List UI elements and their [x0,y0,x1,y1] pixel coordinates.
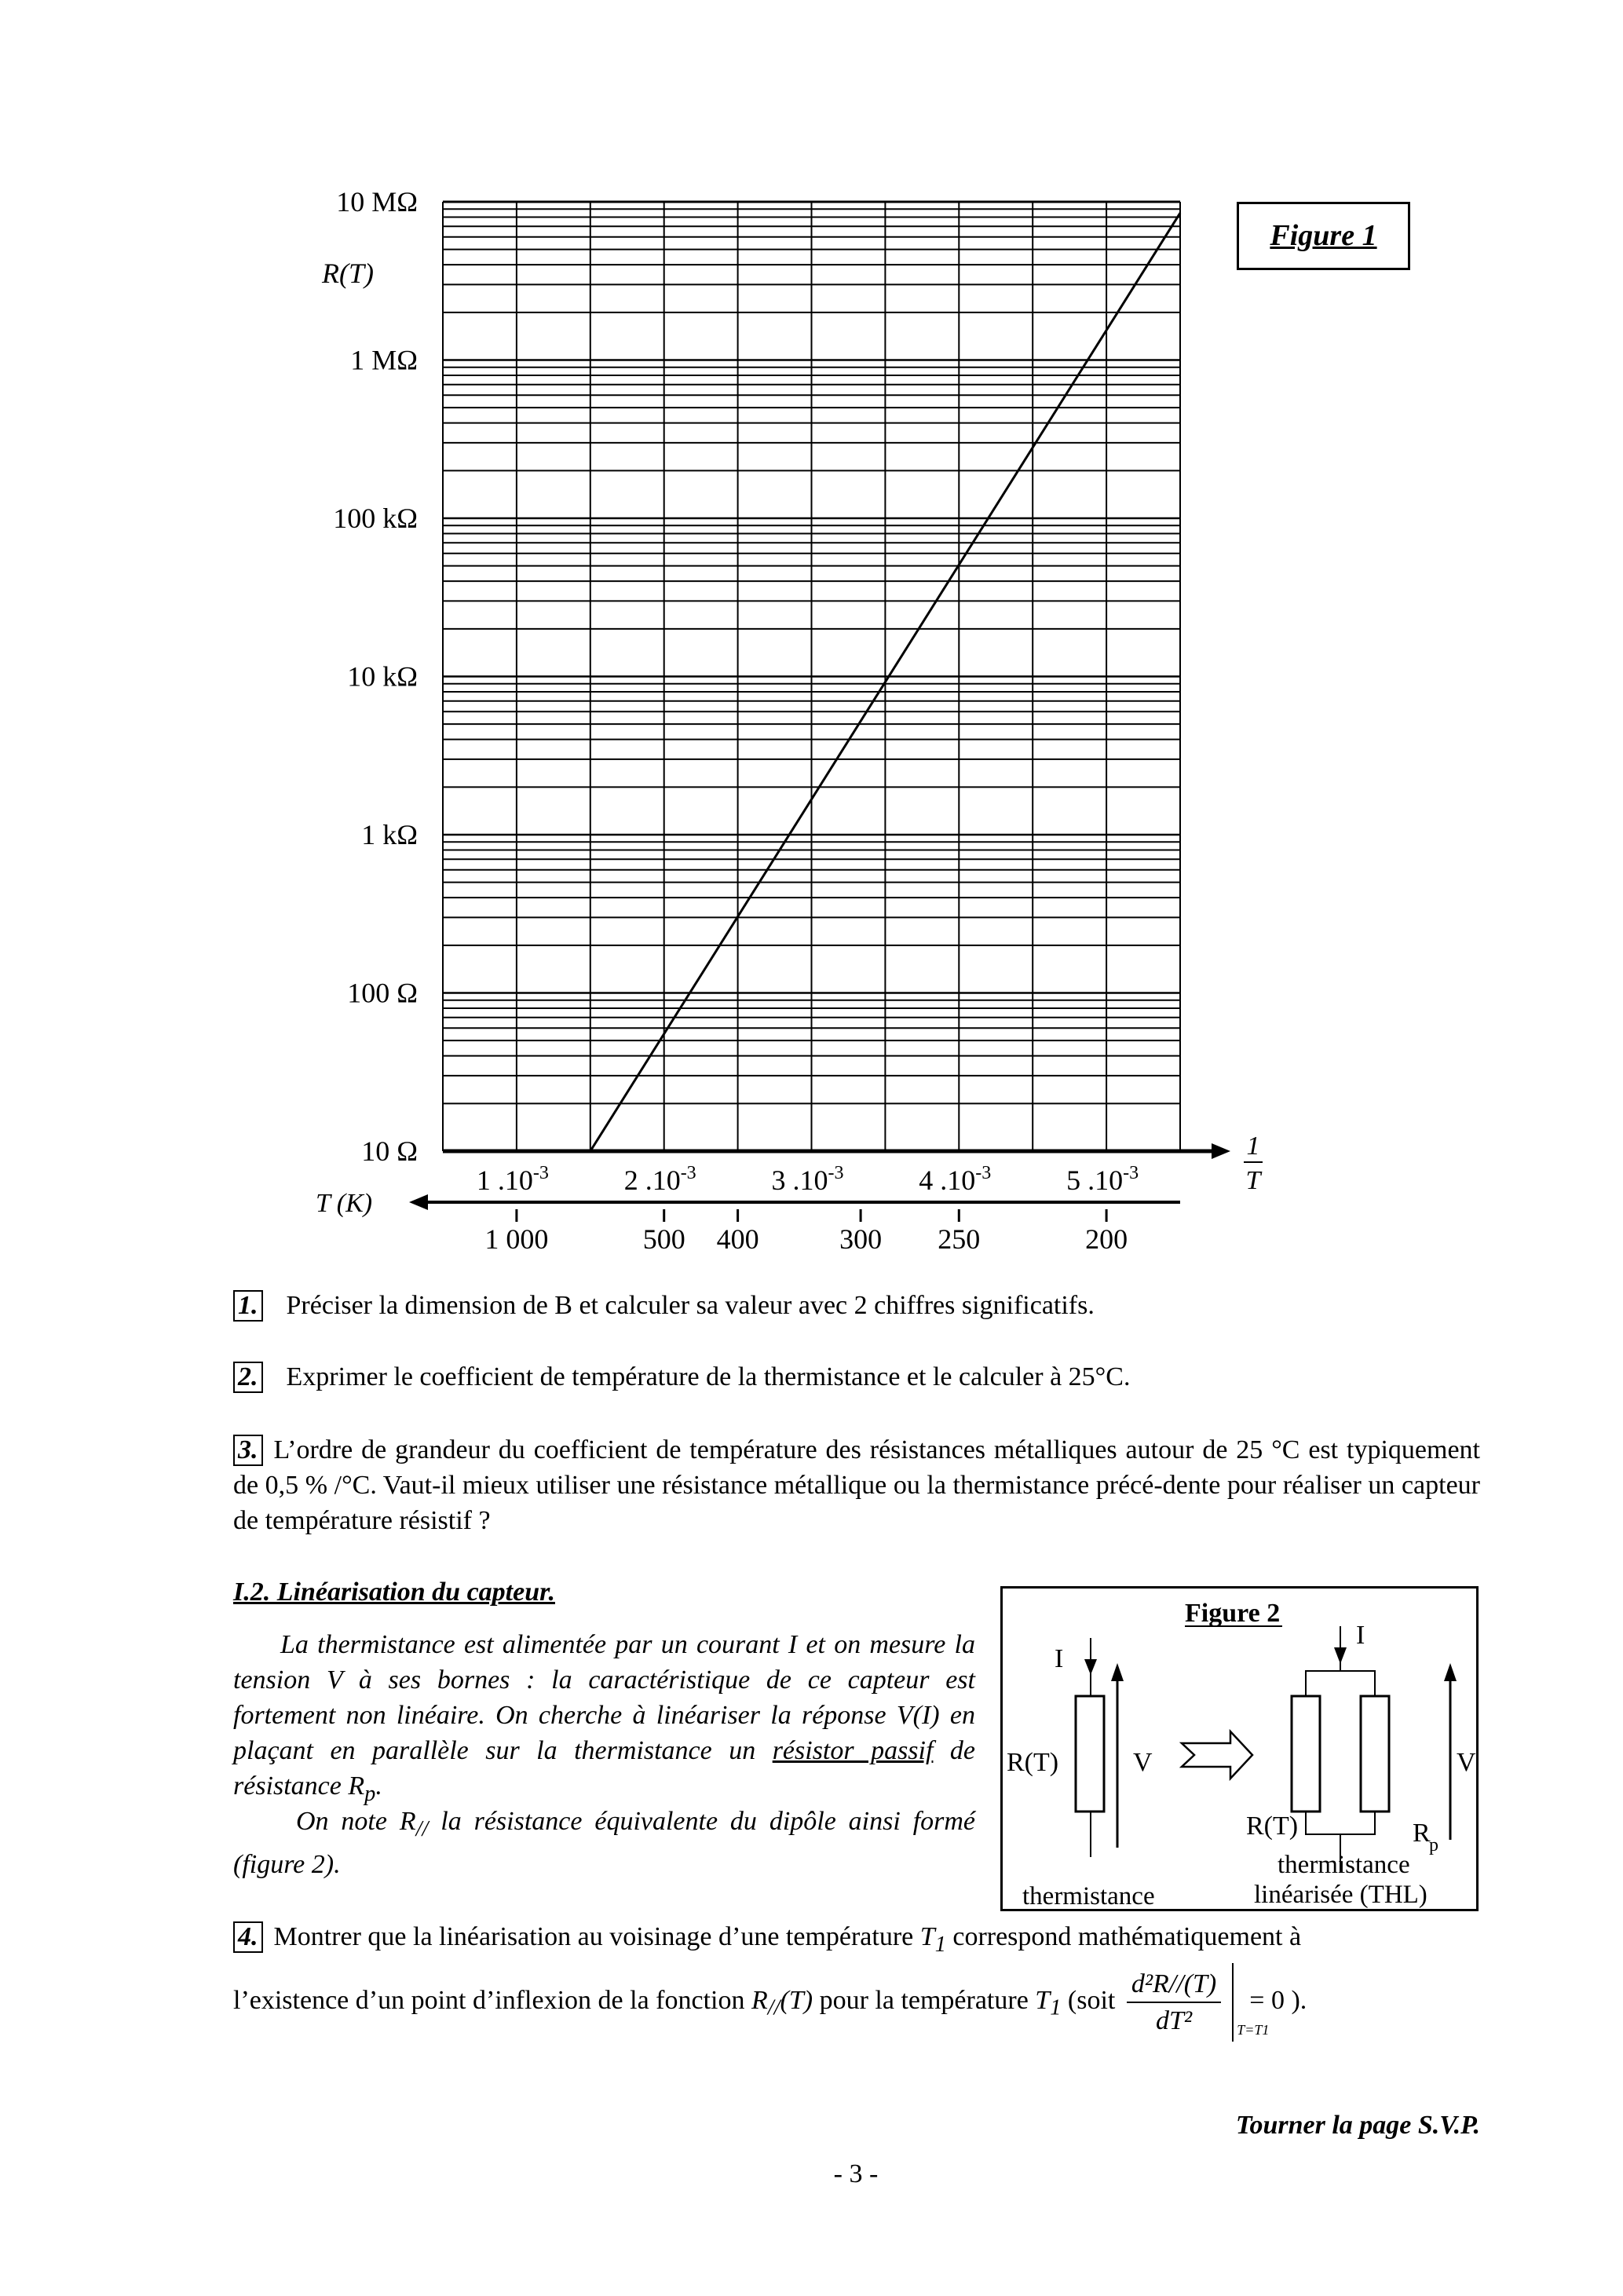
voltage-label: V [1133,1748,1153,1777]
question-number: 1. [233,1290,263,1322]
temperature-tick-label: 300 [839,1223,883,1255]
current-arrow-icon [1334,1647,1347,1664]
x-tick-label: 2 $.10^{-3}$ [623,1163,696,1196]
right-caption-line-2: linéarisée (THL) [1254,1881,1427,1909]
subscript: p [364,1781,376,1806]
chart-grid [443,202,1230,1159]
subscript: 1 [1050,1995,1062,2020]
thermistor-resistor [1076,1696,1104,1812]
y-tick-labels [333,186,418,1167]
paragraph-text: On note R [296,1807,416,1836]
subscript: // [415,1816,429,1841]
current-label: I [1356,1621,1365,1650]
y-tick-label: 100 kΩ [333,503,418,534]
left-caption: thermistance [1022,1882,1155,1909]
question-4 [233,1919,1480,1962]
resistance-symbol: R [751,1985,768,2015]
y-tick-label: 100 Ω [347,977,418,1009]
x-tick-label: 3 $.10^{-3}$ [771,1163,844,1196]
passive-resistor-term: résistor passif [772,1736,934,1765]
question-4-line-2 [233,1963,1490,2042]
temperature-tick-label: 250 [938,1223,981,1255]
current-arrow-icon [1084,1659,1097,1675]
question-text: Préciser la dimension de B et calculer sa valeur avec 2 chiffres significatifs. [286,1291,1095,1320]
paragraph-text: . [375,1771,382,1801]
paragraph-text: La thermistance est alimentée par un courant I et on mesure la tension V à ses bornes : la caractéristique de ce capteur est fortement non linéaire. On cherche à linéariser la réponse V(I) en plaçant en parallèle sur la thermistance un [233,1630,975,1765]
right-caption-line-1: thermistance [1278,1851,1410,1879]
figure-2-title: Figure 2 [1185,1599,1281,1628]
fraction-denominator: dT² [1156,2006,1193,2035]
figure-2-diagram [1000,1586,1479,1911]
question-text: (soit [1061,1985,1122,2015]
voltage-arrow-icon [1111,1663,1124,1681]
subscript: // [767,1995,780,2020]
parallel-resistor-label: R [1413,1819,1431,1848]
resistance-argument: (T) [780,1985,813,2015]
y-tick-label: 10 Ω [361,1135,418,1167]
x-axis-arrow-icon [1212,1143,1230,1159]
question-2 [233,1359,1482,1395]
x-axis-label-denominator: T [1245,1166,1261,1195]
temperature-tick-label: 200 [1085,1223,1128,1255]
x-tick-label: 1 $.10^{-3}$ [476,1163,549,1196]
y-tick-label: 1 MΩ [350,344,418,376]
fraction-numerator: d²R//(T) [1127,1966,1221,2003]
question-number: 3. [233,1435,263,1466]
resistor-label: R(T) [1246,1812,1299,1841]
second-derivative-fraction [1127,1966,1221,2038]
parallel-resistor [1361,1696,1389,1812]
y-tick-label: 10 MΩ [336,186,418,218]
section-heading: I.2. Linéarisation du capteur. [233,1578,555,1607]
question-text: Montrer que la linéarisation au voisinage d’une température [273,1922,920,1951]
x-tick-label: 4 $.10^{-3}$ [919,1163,992,1196]
question-text: correspond mathématiquement à [945,1922,1302,1951]
evaluation-bar [1232,1963,1270,2042]
linearized-thermistor-circuit [1246,1621,1476,1909]
question-text: Exprimer le coefficient de température de la thermistance et le calculer à 25°C. [286,1362,1131,1391]
question-text: l’existence d’un point d’inflexion de la fonction [233,1985,751,2015]
section-paragraph-1 [233,1627,975,1812]
paragraph-text: la résistance équivalente du dipôle ainsi formé (figure 2). [233,1807,976,1879]
temperature-axis [409,1194,1180,1255]
x-tick-labels [477,1163,1139,1196]
temperature-axis-arrow-icon [409,1194,428,1210]
evaluation-point: T=T1 [1237,2022,1270,2038]
temperature-symbol: T [919,1922,935,1951]
equation-rhs: = 0 ). [1249,1985,1307,2015]
turn-page-note: Tourner la page S.V.P. [1235,2111,1480,2140]
thermistor-circuit [1007,1638,1155,1909]
y-tick-label: 1 kΩ [361,819,418,850]
voltage-arrow-icon [1444,1663,1457,1681]
temperature-axis-label: T (K) [316,1189,373,1218]
question-1 [233,1288,1482,1323]
question-text: L’ordre de grandeur du coefficient de température des résistances métalliques autour de 25 °C est typiquement de 0,5 % /°C. Vaut-il mieux utiliser une résistance métallique ou la thermistance précé-dente pour réaliser un capteur de température résistif ? [233,1435,1480,1535]
paragraph-text: de résistance R [233,1736,976,1801]
voltage-label: V [1457,1748,1476,1777]
y-tick-label: 10 kΩ [347,660,418,693]
subscript: 1 [934,1932,946,1957]
resistor-label: R(T) [1007,1748,1059,1777]
temperature-tick-label: 1 000 [484,1223,549,1255]
x-axis-label-numerator: 1 [1246,1132,1260,1161]
question-number: 2. [233,1362,263,1393]
x-tick-label: 5 $.10^{-3}$ [1066,1163,1139,1196]
temperature-tick-label: 500 [642,1223,685,1255]
question-number: 4. [233,1921,263,1953]
temperature-tick-label: 400 [716,1223,759,1255]
thermistor-resistor [1292,1696,1320,1812]
transform-arrow-icon [1182,1731,1252,1779]
y-axis-label: R(T) [322,258,374,289]
figure-1-label: Figure 1 [1237,202,1410,270]
question-3 [233,1432,1480,1538]
temperature-symbol: T [1035,1985,1051,2015]
page-number: - 3 - [833,2159,879,2188]
question-text: pour la température [813,1985,1036,2015]
parallel-resistor-subscript: p [1429,1835,1438,1855]
section-paragraph-2 [233,1804,975,1882]
current-label: I [1055,1644,1064,1673]
